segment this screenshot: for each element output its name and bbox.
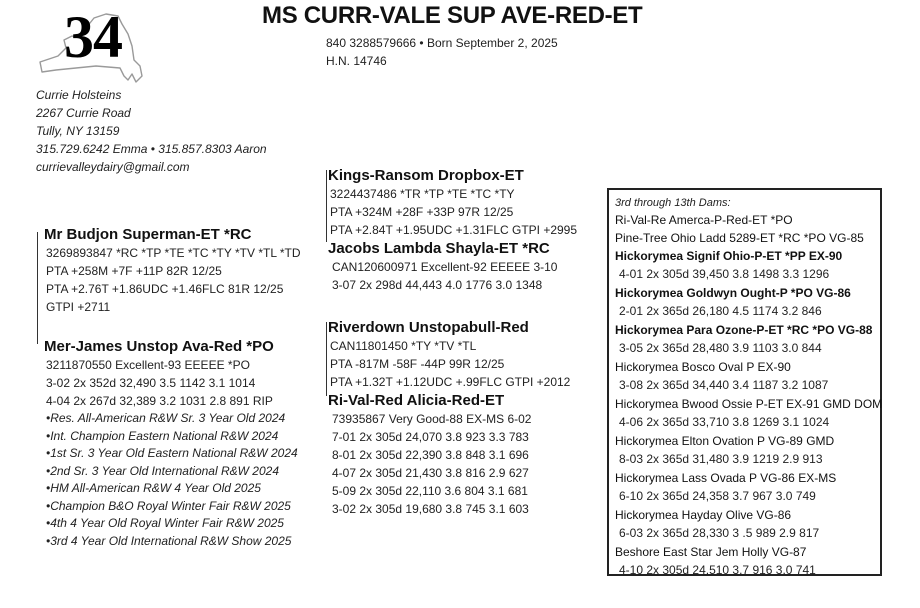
breeder-name: Currie Holsteins (36, 88, 122, 102)
breeder-contact (36, 86, 296, 176)
dam-dam-line: 7-01 2x 305d 24,070 3.8 923 3.3 783 (332, 430, 529, 444)
sire-block (44, 226, 301, 316)
dam-line: 3211870550 Excellent-93 EEEEE *PO (46, 358, 250, 372)
sire-sire-line: PTA +324M +28F +33P 97R 12/25 (330, 205, 514, 219)
sire-line: 3269893847 *RC *TP *TE *TC *TY *TV *TL *TD (46, 246, 301, 260)
ancestor-dam-name: Hickorymea Hayday Olive VG-86 (615, 508, 792, 522)
dam-award: •4th 4 Year Old Royal Winter Fair R&W 2025 (46, 516, 284, 530)
ancestor-dam-record: 6-03 2x 365d 28,330 3 .5 989 2.9 817 (619, 526, 820, 540)
dam-dam-block (328, 392, 531, 518)
sire-bracket-line (37, 232, 38, 344)
dam-line: 4-04 2x 267d 32,389 3.2 1031 2.8 891 RIP (46, 394, 273, 408)
dam-line: 3-02 2x 352d 32,490 3.5 1142 3.1 1014 (46, 376, 256, 390)
dam-sire-name: Riverdown Unstopabull-Red (328, 319, 529, 336)
sire-dam-name: Jacobs Lambda Shayla-ET *RC (328, 240, 550, 257)
ancestor-dam-name: Hickorymea Lass Ovada P VG-86 EX-MS (615, 471, 837, 485)
sire-sire-line: 3224437486 *TR *TP *TE *TC *TY (330, 187, 515, 201)
ancestor-dam-name: Hickorymea Bosco Oval P EX-90 (615, 360, 791, 374)
sire-sire-name: Kings-Ransom Dropbox-ET (328, 167, 524, 184)
dam-sire-bracket-line (326, 322, 327, 396)
dam-award: •HM All-American R&W 4 Year Old 2025 (46, 481, 261, 495)
ancestor-dam-name: Hickorymea Para Ozone-P-ET *RC *PO VG-88 (615, 323, 873, 337)
sire-sire-block (328, 167, 577, 239)
dam-award: •Champion B&O Royal Winter Fair R&W 2025 (46, 498, 291, 513)
sire-sire-line: PTA +2.84T +1.95UDC +1.31FLC GTPI +2995 (330, 223, 578, 237)
dam-dam-line: 4-07 2x 305d 21,430 3.8 816 2.9 627 (332, 466, 529, 480)
lot-number: 34 (64, 4, 122, 70)
dam-name: Mer-James Unstop Ava-Red *PO (44, 338, 274, 355)
sire-dam-line: 3-07 2x 298d 44,443 4.0 1776 3.0 1348 (332, 278, 543, 292)
ancestor-dam-name: Pine-Tree Ohio Ladd 5289-ET *RC *PO VG-85 (615, 231, 864, 245)
ancestor-dam-record: 3-05 2x 365d 28,480 3.9 1103 3.0 844 (619, 341, 822, 355)
extended-dams-list (615, 196, 885, 580)
dam-award: •2nd Sr. 3 Year Old International R&W 2024 (46, 463, 280, 478)
sire-name: Mr Budjon Superman-ET *RC (44, 226, 252, 243)
dam-sire-line: CAN11801450 *TY *TV *TL (330, 339, 477, 353)
sire-line: GTPI +2711 (46, 300, 111, 314)
dam-dam-line: 5-09 2x 305d 22,110 3.6 804 3.1 681 (332, 484, 528, 498)
herd-number-line: H.N. 14746 (326, 54, 387, 68)
sire-dam-block (328, 240, 557, 294)
breeder-city: Tully, NY 13159 (36, 124, 120, 138)
ancestor-dam-name: Ri-Val-Re Amerca-P-Red-ET *PO (615, 213, 793, 227)
dam-dam-line: 8-01 2x 305d 22,390 3.8 848 3.1 696 (332, 448, 529, 462)
sire-line: PTA +2.76T +1.86UDC +1.46FLC 81R 12/25 (46, 282, 284, 296)
ancestor-dam-record: 4-10 2x 305d 24,510 3.7 916 3.0 741 (619, 563, 816, 577)
extended-dams-heading: 3rd through 13th Dams: (615, 197, 731, 209)
ancestor-dam-name: Hickorymea Bwood Ossie P-ET EX-91 GMD DOM (615, 397, 883, 411)
dam-awards (46, 410, 298, 550)
ancestor-dam-record: 2-01 2x 365d 26,180 4.5 1174 3.2 846 (619, 304, 822, 318)
sire-dam-line: CAN120600971 Excellent-92 EEEEE 3-10 (332, 260, 558, 274)
dam-dam-name: Ri-Val-Red Alicia-Red-ET (328, 392, 505, 409)
breeder-email: currievalleydairy@gmail.com (36, 160, 190, 174)
dam-award: •Int. Champion Eastern National R&W 2024 (46, 428, 279, 443)
ancestor-dam-record: 4-01 2x 305d 39,450 3.8 1498 3.3 1296 (619, 267, 830, 281)
ancestor-dam-record: 8-03 2x 365d 31,480 3.9 1219 2.9 913 (619, 452, 823, 466)
dam-award: •1st Sr. 3 Year Old Eastern National R&W 2024 (46, 446, 298, 460)
animal-title: MS CURR-VALE SUP AVE-RED-ET (262, 2, 643, 29)
breeder-address: 2267 Currie Road (36, 106, 131, 120)
ancestor-dam-record: 4-06 2x 365d 33,710 3.8 1269 3.1 1024 (619, 415, 830, 429)
ancestor-dam-name: Beshore East Star Jem Holly VG-87 (615, 545, 807, 559)
dam-dam-line: 3-02 2x 305d 19,680 3.8 745 3.1 603 (332, 502, 529, 516)
ancestor-dam-name: Hickorymea Goldwyn Ought-P *PO VG-86 (615, 286, 851, 300)
dam-block (44, 338, 274, 410)
registration-line: 840 3288579666 • Born September 2, 2025 (326, 36, 558, 50)
dam-sire-line: PTA -817M -58F -44P 99R 12/25 (330, 357, 505, 371)
dam-sire-block (328, 319, 570, 391)
dam-award: •Res. All-American R&W Sr. 3 Year Old 2024 (46, 411, 286, 425)
breeder-phones: 315.729.6242 Emma • 315.857.8303 Aaron (36, 142, 267, 156)
ancestor-dam-name: Hickorymea Elton Ovation P VG-89 GMD (615, 434, 835, 448)
ancestor-dam-record: 6-10 2x 365d 24,358 3.7 967 3.0 749 (619, 489, 816, 503)
sire-line: PTA +258M +7F +11P 82R 12/25 (46, 264, 222, 278)
dam-award: •3rd 4 Year Old International R&W Show 2025 (46, 533, 292, 548)
dam-dam-line: 73935867 Very Good-88 EX-MS 6-02 (332, 412, 532, 426)
sire-sire-bracket-line (326, 170, 327, 242)
ancestor-dam-record: 3-08 2x 365d 34,440 3.4 1187 3.2 1087 (619, 378, 829, 392)
dam-sire-line: PTA +1.32T +1.12UDC +.99FLC GTPI +2012 (330, 375, 571, 389)
ancestor-dam-name: Hickorymea Signif Ohio-P-ET *PP EX-90 (615, 249, 843, 263)
